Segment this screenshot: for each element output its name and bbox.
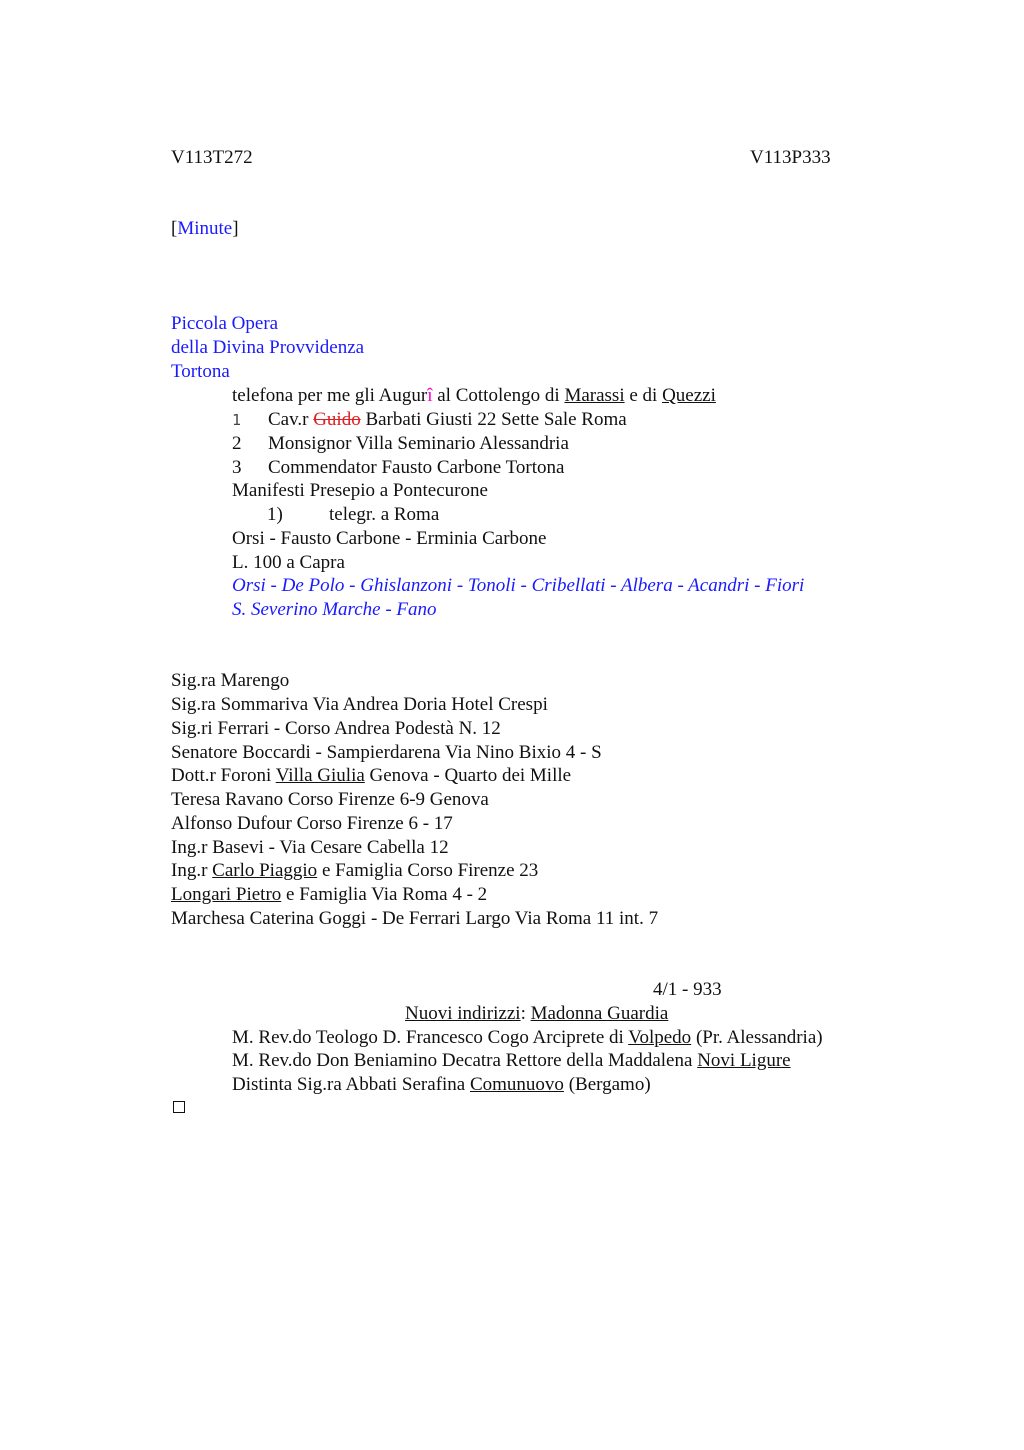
decatra-pre: M. Rev.do Don Beniamino Decatra Rettore della Maddalena: [232, 1050, 698, 1071]
item-number: 1: [232, 411, 242, 429]
nuovi-label: Nuovi indirizzi: [405, 1003, 521, 1024]
decatra-place: Novi Ligure: [697, 1050, 791, 1071]
item-text-pre: Cav.r: [268, 409, 314, 430]
intro-accent: î: [427, 385, 433, 406]
abbati-place: Comunuovo: [469, 1074, 564, 1095]
italic-names-line: Orsi - De Polo - Ghislanzoni - Tonoli - Cribellati - Albera - Acandri - Fiori: [232, 575, 805, 596]
longari-name: Longari Pietro: [171, 884, 282, 905]
intro-and: e di: [624, 385, 663, 406]
address-ravano: Teresa Ravano Corso Firenze 6-9 Genova: [171, 789, 489, 810]
telegr-line: [267, 503, 439, 527]
doc-code-right: V113P333: [750, 147, 831, 168]
letterhead-line-2: della Divina Provvidenza: [171, 337, 365, 358]
bracket-open: [: [171, 218, 178, 239]
foroni-pre: Dott.r Foroni: [171, 765, 276, 786]
cogo-post: (Pr. Alessandria): [691, 1027, 823, 1048]
intro-place-marassi: Marassi: [564, 385, 625, 406]
foroni-post: Genova - Quarto dei Mille: [364, 765, 572, 786]
address-foroni: [171, 764, 571, 788]
item-text: Monsignor Villa Seminario Alessandria: [268, 433, 569, 454]
telegr-number: 1): [267, 504, 283, 525]
cogo-pre: M. Rev.do Teologo D. Francesco Cogo Arciprete di: [232, 1027, 629, 1048]
orsi-line: Orsi - Fausto Carbone - Erminia Carbone: [232, 528, 547, 549]
item-number: 3: [232, 457, 242, 478]
nuovi-place: Madonna Guardia: [530, 1003, 669, 1024]
address-goggi: Marchesa Caterina Goggi - De Ferrari Largo Via Roma 11 int. 7: [171, 908, 659, 929]
item-number: 2: [232, 433, 242, 454]
letterhead-line-3: Tortona: [171, 361, 230, 382]
address-longari: [171, 883, 487, 907]
numbered-item-2: [232, 432, 569, 456]
nuovi-indirizzi-line: [405, 1002, 668, 1026]
intro-mid: al Cottolengo di: [432, 385, 565, 406]
letterhead-line-1: Piccola Opera: [171, 313, 279, 334]
telegr-text: telegr. a Roma: [329, 504, 440, 525]
end-square-icon: [173, 1101, 185, 1113]
address-ferrari: Sig.ri Ferrari - Corso Andrea Podestà N. 12: [171, 718, 501, 739]
new-address-cogo: [232, 1026, 823, 1050]
minute-label: Minute: [177, 218, 233, 239]
manifesti-line: Manifesti Presepio a Pontecurone: [232, 480, 488, 501]
piaggio-name: Carlo Piaggio: [212, 860, 318, 881]
address-dufour: Alfonso Dufour Corso Firenze 6 - 17: [171, 813, 453, 834]
intro-place-quezzi: Quezzi: [662, 385, 716, 406]
address-sommariva: Sig.ra Sommariva Via Andrea Doria Hotel Crespi: [171, 694, 548, 715]
numbered-item-3: [232, 456, 564, 480]
longari-post: e Famiglia Via Roma 4 - 2: [281, 884, 488, 905]
nuovi-sep: :: [520, 1003, 531, 1024]
capra-line: L. 100 a Capra: [232, 552, 345, 573]
italic-places-line: S. Severino Marche - Fano: [232, 599, 437, 620]
foroni-villa: Villa Giulia: [275, 765, 365, 786]
abbati-post: (Bergamo): [563, 1074, 651, 1095]
address-marengo: Sig.ra Marengo: [171, 670, 290, 691]
abbati-pre: Distinta Sig.ra Abbati Serafina: [232, 1074, 470, 1095]
struck-word: Guido: [313, 409, 361, 430]
address-piaggio: [171, 859, 538, 883]
cogo-place: Volpedo: [628, 1027, 692, 1048]
item-text: Commendator Fausto Carbone Tortona: [268, 457, 565, 478]
new-address-decatra: [232, 1049, 791, 1073]
bracket-close: ]: [232, 218, 239, 239]
minute-tag: [171, 217, 239, 241]
intro-line: [232, 384, 716, 408]
address-basevi: Ing.r Basevi - Via Cesare Cabella 12: [171, 837, 449, 858]
numbered-item-1: [232, 408, 627, 432]
address-boccardi: Senatore Boccardi - Sampierdarena Via Nino Bixio 4 - S: [171, 742, 602, 763]
new-address-abbati: [232, 1073, 651, 1097]
doc-code-left: V113T272: [171, 147, 253, 168]
piaggio-pre: Ing.r: [171, 860, 213, 881]
date-line: 4/1 - 933: [653, 979, 722, 1000]
piaggio-post: e Famiglia Corso Firenze 23: [317, 860, 539, 881]
item-text-post: Barbati Giusti 22 Sette Sale Roma: [360, 409, 627, 430]
intro-prefix: telefona per me gli Augur: [232, 385, 428, 406]
